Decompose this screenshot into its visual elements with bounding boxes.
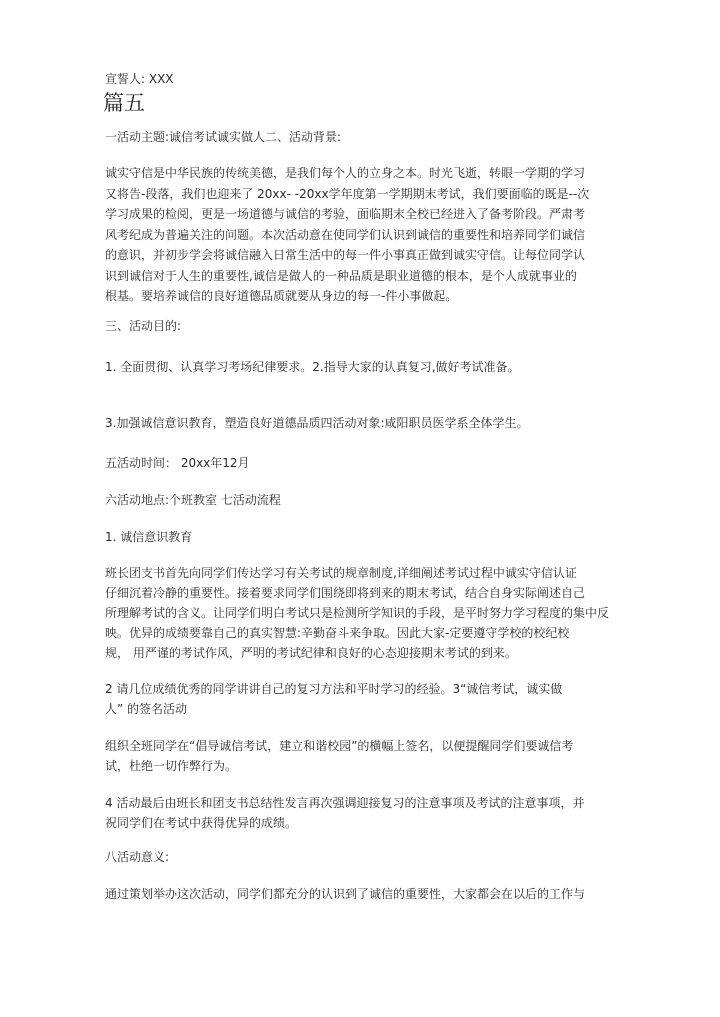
- activity-time: 五活动时间： 20xx年12月: [105, 456, 250, 470]
- paragraph-line: 学习成果的检阅，更是一场道德与诚信的考验，面临期末全校已经进入了备考阶段。严肃考: [105, 207, 586, 221]
- paragraph-line: 诚实守信是中华民族的传统美德，是我们每个人的立身之本。时光飞逝，转眼一学期的学习: [105, 166, 586, 180]
- step-2-paragraph: [105, 679, 630, 719]
- purpose-item-3: 3.加强诚信意识教育，塑造良好道德品质四活动对象:咸阳职员医学系全体学生。: [105, 416, 529, 430]
- step-3-paragraph: [105, 736, 630, 776]
- paragraph-line: 风考纪成为普遍关注的问题。本次活动意在使同学们认识到诚信的重要性和培养同学们诚信: [105, 227, 586, 242]
- paragraph-line: 规， 用严谨的考试作风，严明的考试纪律和良好的心态迎接期末考试的到来。: [105, 646, 517, 660]
- section-title: 篇五: [103, 91, 145, 115]
- paragraph-line: 映。优异的成绩要靠自己的真实智慧:辛勤奋斗来争取。因此大家-定要遵守学校的校纪校: [105, 626, 570, 640]
- paragraph-line: 班长团支书首先向同学们传达学习有关考试的规章制度,详细阐述考试过程中诚实守信认证: [105, 566, 577, 580]
- location-and-flow: 六活动地点:个班教室 七活动流程: [105, 493, 281, 507]
- paragraph-line: 人” 的签名活动: [105, 702, 188, 716]
- activity-theme: 一活动主题:诚信考试诚实做人二、活动背景:: [105, 130, 342, 144]
- paragraph-line: 的意识，并初步学会将诚信融入日常生活中的每一件小事真正做到诚实守信。让每位同学认: [105, 248, 586, 262]
- step-4-paragraph: [105, 793, 630, 833]
- paragraph-line: 2 请几位成绩优秀的同学讲讲自己的复习方法和平时学习的经验。3“诚信考试，诚实做: [105, 682, 563, 696]
- step-1-paragraph: [105, 563, 630, 663]
- paragraph-line: 4 活动最后由班长和团支书总结性发言再次强调迎接复习的注意事项及考试的注意事项，并: [105, 796, 585, 810]
- significance-heading: 八活动意义:: [105, 850, 170, 864]
- significance-paragraph: [105, 884, 630, 904]
- paragraph-line: 组织全班同学在“倡导诚信考试，建立和谐校园”的横幅上签名，以便提醒同学们要诚信考: [105, 739, 574, 753]
- oath-taker-line: 宣誓人: XXX: [105, 72, 174, 86]
- purpose-item-1: 1. 全面贯彻、认真学习考场纪律要求。2.指导大家的认真复习,做好考试准备。: [105, 360, 520, 374]
- paragraph-line: 试，杜绝一切作弊行为。: [105, 759, 238, 773]
- paragraph-line: 仔细沉着冷静的重要性。接着要求同学们围绕即将到来的期末考试，结合自身实际阐述自己: [105, 586, 586, 600]
- paragraph-line: 祝同学们在考试中获得优异的成绩。: [105, 816, 298, 830]
- background-paragraph: [105, 163, 630, 307]
- paragraph-line: 又将告-段落，我们也迎来了 20xx- -20xx学年度第一学期期末考试，我们要面临的既是--次: [105, 186, 590, 201]
- paragraph-line: 通过策划举办这次活动，同学们都充分的认识到了诚信的重要性，大家都会在以后的工作与: [105, 887, 586, 901]
- step-1-heading: 1. 诚信意识教育: [105, 530, 193, 544]
- paragraph-line: 所理解考试的含义。让同学们明白考试只是检测所学知识的手段，是平时努力学习程度的集中反: [105, 606, 610, 620]
- paragraph-line: 识到诚信对于人生的重要性,诚信是做人的一种品质是职业道德的根本，是个人成就事业的: [105, 268, 577, 283]
- purpose-heading: 三、活动目的:: [105, 319, 182, 333]
- paragraph-line: 根基。要培养诚信的良好道德品质就要从身边的每一-件小事做起。: [105, 289, 458, 303]
